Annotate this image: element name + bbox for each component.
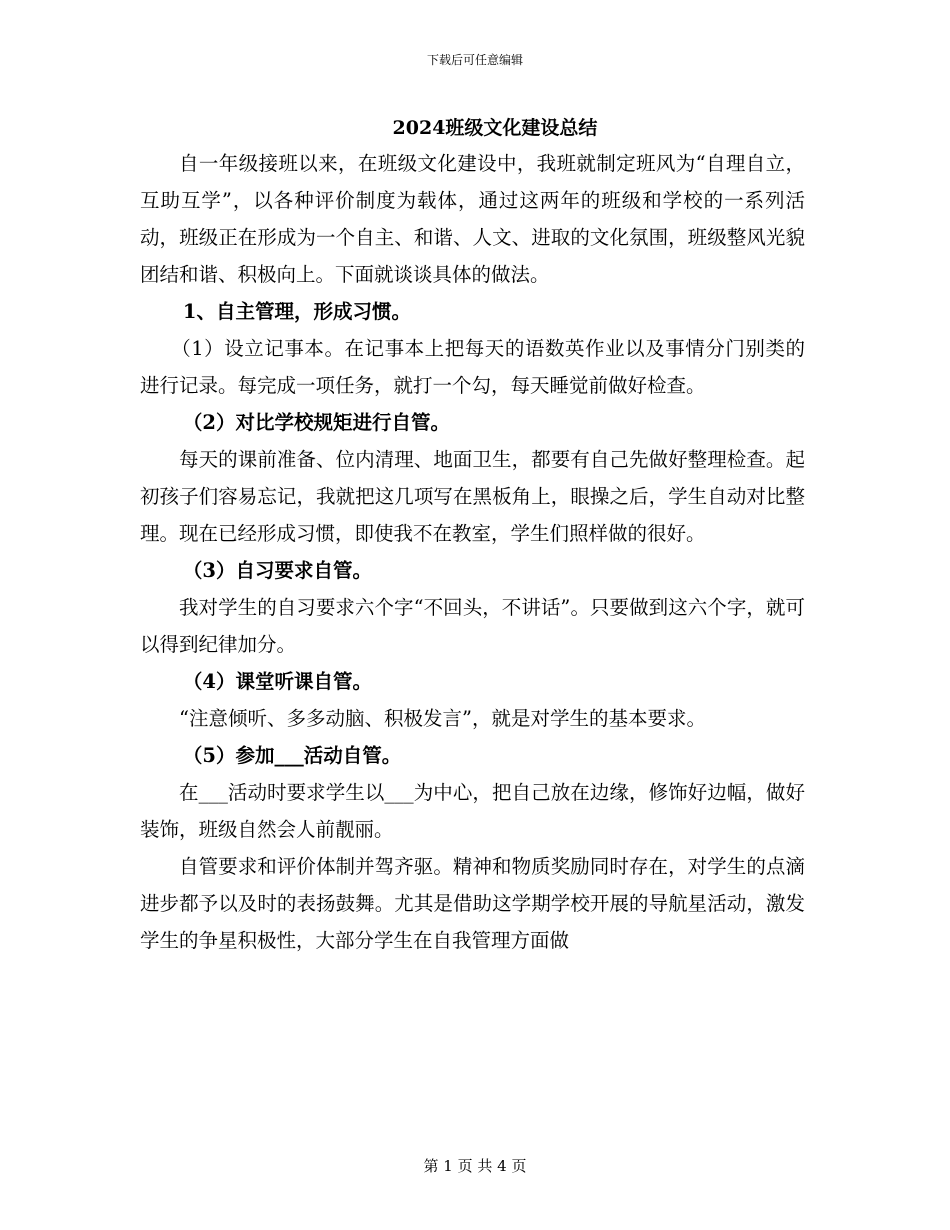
page-number: 第 1 页 共 4 页 [423,1157,527,1175]
download-note: 下载后可任意编辑 [426,53,523,67]
section-heading-4: （4）课堂听课自管。 [182,670,372,693]
section-heading-5: （5）参加___活动自管。 [182,744,402,767]
section-heading-1: 1、自主管理，形成习惯。 [182,300,411,323]
paragraph-intro: 自一年级接班以来，在班级文化建设中，我班就制定班风为“自理自立，互助互学”，以各种评价制度为载体，通过这两年的班级和学校的一系列活动，班级正在形成为一个自主、和谐、人文、进取的文化氛围，班级整风光貌团结和谐、积极向上。下面就谈谈具体的做法。 [140,152,805,286]
paragraph-class-listening: “注意倾听、多多动脑、积极发言”，就是对学生的基本要求。 [179,707,706,730]
paragraph-notebook: （1）设立记事本。在记事本上把每天的语数英作业以及事情分门别类的进行记录。每完成一项任务，就打一个勾，每天睡觉前做好检查。 [140,337,805,397]
document-title: 2024班级文化建设总结 [392,117,598,139]
paragraph-activity: 在___活动时要求学生以___为中心，把自己放在边缘，修饰好边幅，做好装饰，班级自然会人前靓丽。 [140,781,805,841]
document-body [140,145,805,959]
paragraph-self-study: 我对学生的自习要求六个字“不回头，不讲话”。只要做到这六个字，就可以得到纪律加分。 [140,596,805,656]
paragraph-evaluation: 自管要求和评价体制并驾齐驱。精神和物质奖励同时存在，对学生的点滴进步都予以及时的表扬鼓舞。尤其是借助这学期学校开展的导航星活动，激发学生的争星积极性，大部分学生在自我管理方面做 [140,855,805,952]
section-heading-3: （3）自习要求自管。 [182,559,372,582]
section-heading-2: （2）对比学校规矩进行自管。 [182,411,450,434]
paragraph-school-rules: 每天的课前准备、位内清理、地面卫生，都要有自己先做好整理检查。起初孩子们容易忘记，我就把这几项写在黑板角上，眼操之后，学生自动对比整理。现在已经形成习惯，即使我不在教室，学生们照样做的很好。 [140,448,805,545]
